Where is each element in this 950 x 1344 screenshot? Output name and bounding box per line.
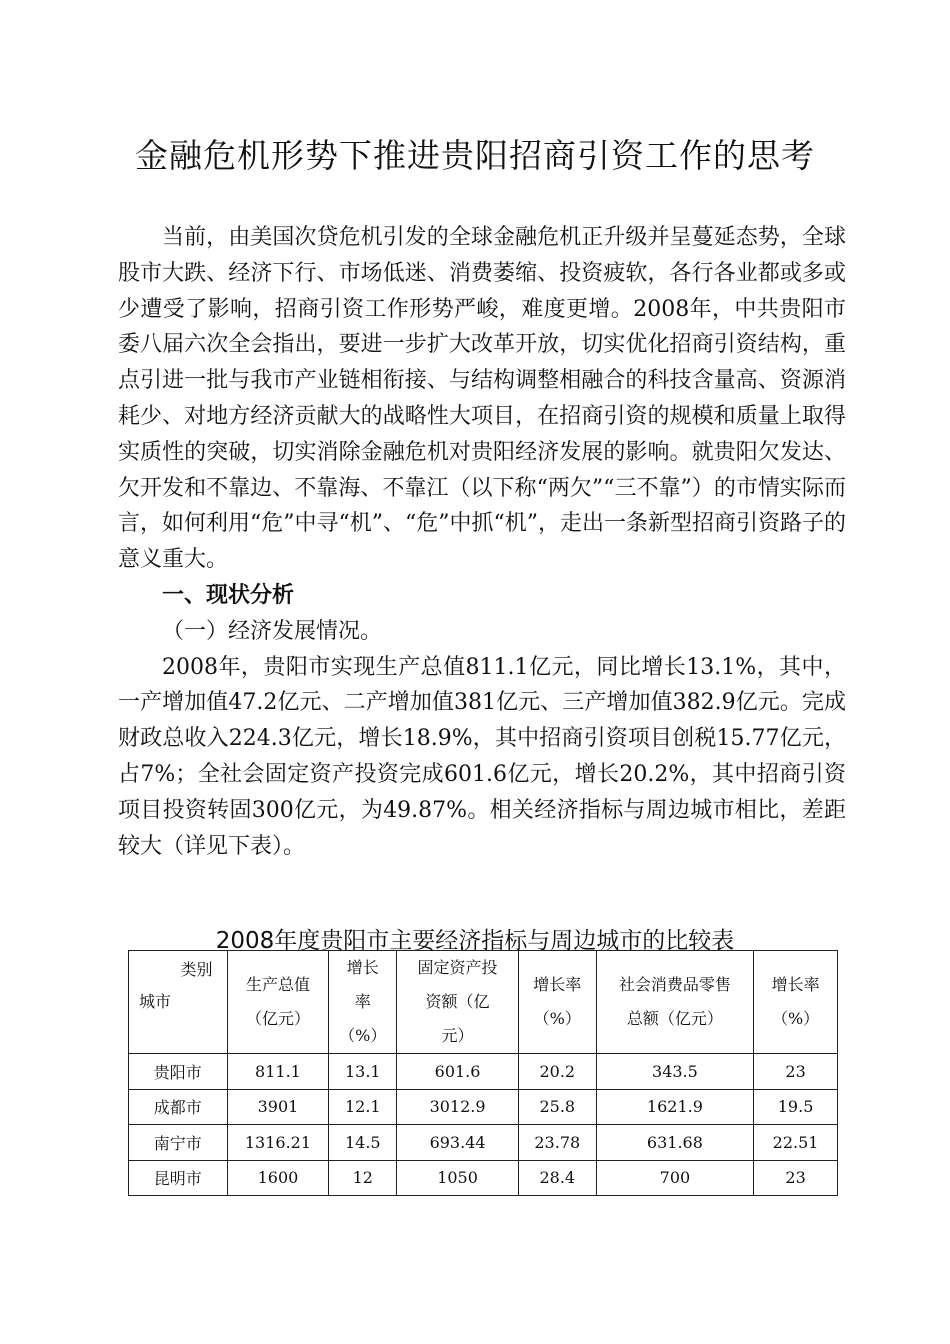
cell-retail-growth: 22.51 — [754, 1125, 838, 1161]
cell-fai-growth: 23.78 — [518, 1125, 596, 1161]
header-city-label: 城市 — [139, 992, 172, 1011]
table-header-row — [129, 951, 838, 1054]
header-corner-cell — [129, 951, 228, 1054]
cell-retail-growth: 19.5 — [754, 1089, 838, 1125]
document-title: 金融危机形势下推进贵阳招商引资工作的思考 — [135, 136, 815, 175]
comparison-table — [128, 950, 838, 1196]
header-gdp-line1: 生产总值 — [245, 975, 310, 994]
cell-retail: 700 — [596, 1160, 753, 1196]
header-retail-line1: 社会消费品零售 — [618, 975, 731, 994]
table-row — [129, 1089, 838, 1125]
cell-city: 南宁市 — [129, 1125, 228, 1161]
section-heading: 一、现状分析 — [162, 582, 295, 608]
economy-paragraph: 2008年，贵阳市实现生产总值811.1亿元，同比增长13.1%，其中，一产增加值47.2亿元、二产增加值381亿元、三产增加值382.9亿元。完成财政总收入224.3亿元，增长18.9%，其中招商引资项目创税15.77亿元，占7%；全社会固定资产投资完成601.6亿元，增长20.2%，其中招商引资项目投资转固300亿元，为49.87%。相关经济指标与周边城市相比，差距较大（详见下表）。 — [118, 654, 846, 859]
table-caption: 2008年度贵阳市主要经济指标与周边城市的比较表 — [215, 928, 735, 954]
cell-city: 昆明市 — [129, 1160, 228, 1196]
header-gdp-growth-line2: 率 — [354, 992, 371, 1011]
cell-city: 贵阳市 — [129, 1054, 228, 1090]
table-row — [129, 1054, 838, 1090]
cell-retail: 343.5 — [596, 1054, 753, 1090]
cell-gdp: 1316.21 — [227, 1125, 329, 1161]
document-body — [118, 220, 846, 864]
header-fai-line2: 资额（亿 — [425, 992, 490, 1011]
intro-paragraph: 当前，由美国次贷危机引发的全球金融危机正升级并呈蔓延态势，全球股市大跌、经济下行、市场低迷、消费萎缩、投资疲软，各行各业都或多或少遭受了影响，招商引资工作形势严峻，难度更增。2008年，中共贵阳市委八届六次全会指出，要进一步扩大改革开放，切实优化招商引资结构，重点引进一批与我市产业链相衔接、与结构调整相融合的科技含量高、资源消耗少、对地方经济贡献大的战略性大项目，在招商引资的规模和质量上取得实质性的突破，切实消除金融危机对贵阳经济发展的影响。就贵阳欠发达、欠开发和不靠边、不靠海、不靠江（以下称“两欠”“三不靠”）的市情实际而言，如何利用“危”中寻“机”、“危”中抓“机”，走出一条新型招商引资路子的意义重大。 — [118, 225, 846, 573]
cell-retail-growth: 23 — [754, 1160, 838, 1196]
cell-gdp: 1600 — [227, 1160, 329, 1196]
cell-fai: 693.44 — [397, 1125, 519, 1161]
cell-retail: 1621.9 — [596, 1089, 753, 1125]
header-fai-growth — [518, 951, 596, 1054]
header-category-label: 类别 — [180, 960, 213, 979]
cell-gdp: 3901 — [227, 1089, 329, 1125]
cell-gdp-growth: 12.1 — [329, 1089, 397, 1125]
header-gdp-line2: （亿元） — [245, 1009, 310, 1028]
header-fai-line3: 元） — [441, 1026, 474, 1045]
cell-city: 成都市 — [129, 1089, 228, 1125]
cell-gdp-growth: 12 — [329, 1160, 397, 1196]
header-gdp-growth — [329, 951, 397, 1054]
header-gdp-growth-line3: （%） — [339, 1026, 387, 1045]
cell-fai-growth: 28.4 — [518, 1160, 596, 1196]
header-retail-growth — [754, 951, 838, 1054]
header-retail-growth-line1: 增长率 — [771, 975, 820, 994]
header-fai — [397, 951, 519, 1054]
cell-fai-growth: 20.2 — [518, 1054, 596, 1090]
header-fai-growth-line1: 增长率 — [533, 975, 582, 994]
cell-fai: 1050 — [397, 1160, 519, 1196]
subsection-heading: （一）经济发展情况。 — [162, 618, 383, 644]
header-fai-line1: 固定资产投 — [417, 958, 498, 977]
cell-retail-growth: 23 — [754, 1054, 838, 1090]
cell-fai-growth: 25.8 — [518, 1089, 596, 1125]
cell-gdp-growth: 14.5 — [329, 1125, 397, 1161]
cell-retail: 631.68 — [596, 1125, 753, 1161]
header-gdp — [227, 951, 329, 1054]
header-retail-line2: 总额（亿元） — [626, 1009, 723, 1028]
header-retail-growth-line2: （%） — [771, 1009, 820, 1028]
cell-gdp: 811.1 — [227, 1054, 329, 1090]
header-gdp-growth-line1: 增长 — [346, 958, 379, 977]
table-row — [129, 1125, 838, 1161]
cell-fai: 601.6 — [397, 1054, 519, 1090]
cell-fai: 3012.9 — [397, 1089, 519, 1125]
header-retail — [596, 951, 753, 1054]
cell-gdp-growth: 13.1 — [329, 1054, 397, 1090]
header-fai-growth-line2: （%） — [533, 1009, 581, 1028]
table-row — [129, 1160, 838, 1196]
